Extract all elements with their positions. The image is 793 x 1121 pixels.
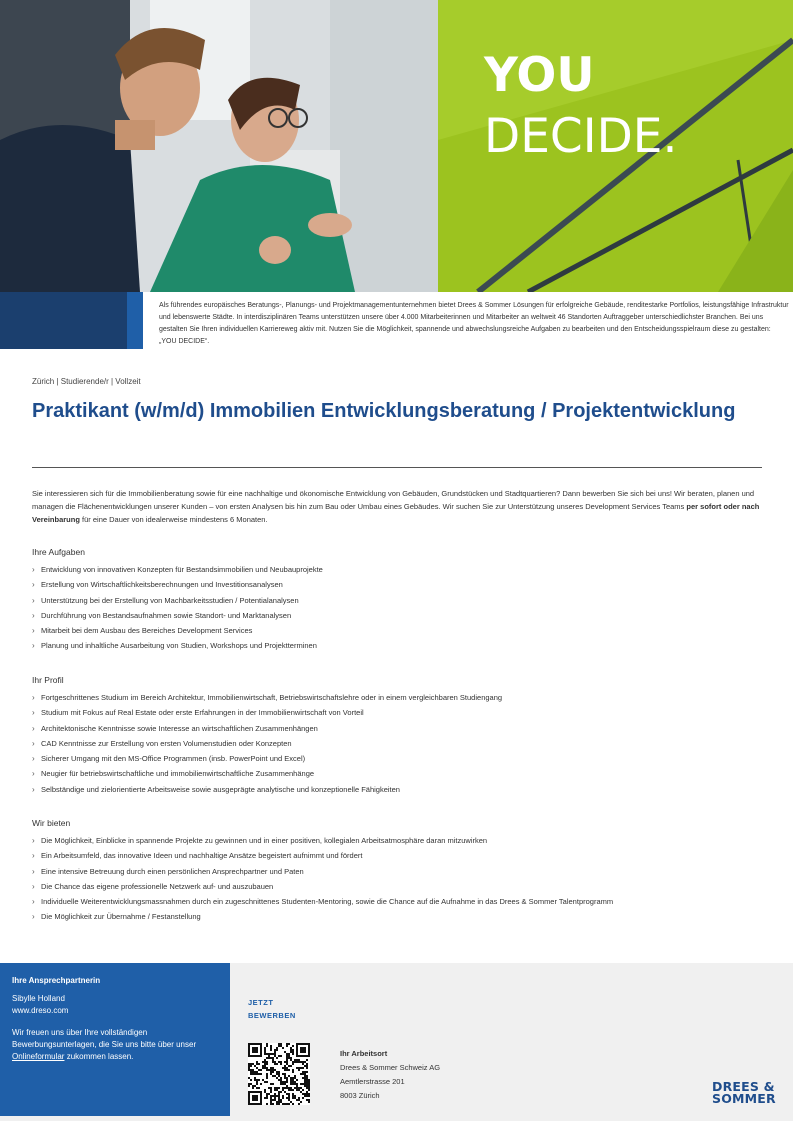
list-item [32, 593, 772, 608]
list-item-text: Die Möglichkeit zur Übernahme / Festanstellung [41, 912, 201, 922]
office-heading: Ihr Arbeitsort [340, 1049, 388, 1058]
list-item [32, 879, 772, 894]
list-item [32, 638, 772, 653]
list-item-text: Durchführung von Bestandsaufnahmen sowie Standort- und Marktanalysen [41, 610, 292, 620]
claim-line-2: DECIDE. [484, 109, 678, 164]
chevron-right-icon: › [32, 708, 35, 718]
list-item [32, 736, 772, 751]
section-heading: Wir bieten [32, 818, 71, 828]
list-item-text: Erstellung von Wirtschaftlichkeitsberechnungen und Investitionsanalysen [41, 580, 283, 590]
offer-list [32, 833, 772, 925]
section-heading: Ihr Profil [32, 675, 64, 685]
hero-photo [0, 0, 440, 292]
section-offer [32, 818, 772, 925]
divider [32, 467, 762, 468]
chevron-right-icon: › [32, 580, 35, 590]
drees-sommer-logo [712, 1081, 788, 1105]
contact-website-link[interactable]: www.dreso.com [12, 1006, 69, 1015]
intro-section [0, 292, 793, 350]
list-item [32, 894, 772, 909]
list-item-text: Entwicklung von innovativen Konzepten für Bestandsimmobilien und Neubauprojekte [41, 565, 323, 574]
qr-code-icon[interactable] [248, 1043, 310, 1105]
hero-banner [0, 0, 793, 292]
list-item-text: Die Chance das eigene professionelle Netzwerk auf- und auszubauen [41, 881, 274, 891]
office-address [340, 1047, 440, 1103]
chevron-right-icon: › [32, 851, 35, 861]
chevron-right-icon: › [32, 693, 35, 702]
office-city: 8003 Zürich [340, 1091, 380, 1100]
profile-list [32, 690, 772, 797]
tasks-list [32, 562, 772, 654]
list-item-text: Fortgeschrittenes Studium im Bereich Architektur, Immobilienwirtschaft, Betriebswirtschaftslehre oder in einem vergleichbaren Studiengang [41, 693, 503, 702]
list-item [32, 751, 772, 766]
chevron-right-icon: › [32, 784, 35, 794]
chevron-right-icon: › [32, 738, 35, 748]
lead-text-2: für eine Dauer von idealerweise mindestens 6 Monaten. [79, 515, 268, 524]
chevron-right-icon: › [32, 897, 35, 907]
logo-line-1: DREES & [712, 1079, 775, 1094]
list-item-text: Planung und inhaltliche Ausarbeitung von Studien, Workshops und Projektterminen [41, 641, 317, 651]
list-item-text: Neugier für betriebswirtschaftliche und immobilienwirtschaftliche Zusammenhänge [41, 769, 315, 779]
chevron-right-icon: › [32, 641, 35, 651]
chevron-right-icon: › [32, 626, 35, 636]
chevron-right-icon: › [32, 769, 35, 779]
list-item [32, 721, 772, 736]
list-item [32, 562, 772, 577]
list-item-text: Studium mit Fokus auf Real Estate oder erste Erfahrungen in der Immobilienwirtschaft von Vorteil [41, 708, 364, 718]
online-form-link[interactable]: Onlineformular [12, 1052, 65, 1061]
list-item-text: Eine intensive Betreuung durch einen persönlichen Ansprechpartner und Paten [41, 866, 304, 876]
list-item-text: Die Möglichkeit, Einblicke in spannende Projekte zu gewinnen und in einer positiven, kollegialen Arbeitsatmosphäre daran mitzuwirken [41, 836, 488, 845]
list-item-text: Mitarbeit bei dem Ausbau des Bereiches Development Services [41, 626, 253, 636]
chevron-right-icon: › [32, 881, 35, 891]
job-meta: Zürich | Studierende/r | Vollzeit [32, 377, 141, 386]
chevron-right-icon: › [32, 866, 35, 876]
chevron-right-icon: › [32, 595, 35, 605]
list-item-text: CAD Kenntnisse zur Erstellung von ersten Volumenstudien oder Konzepten [41, 738, 292, 748]
list-item [32, 577, 772, 592]
list-item [32, 705, 772, 720]
section-profile [32, 675, 772, 797]
list-item-text: Sicherer Umgang mit den MS-Office Programmen (insb. PowerPoint und Excel) [41, 754, 306, 764]
section-heading: Ihre Aufgaben [32, 547, 85, 557]
list-item [32, 833, 772, 848]
office-street: Aemtlerstrasse 201 [340, 1077, 405, 1086]
apply-now-link[interactable] [248, 997, 296, 1022]
lead-bold: per sofort oder nach Vereinbarung [32, 502, 760, 524]
intro-text: Als führendes europäisches Beratungs-, Planungs- und Projektmanagementunternehmen bietet Drees & Sommer Lösungen für erfolgreiche Gebäude, renditestarke Portfolios, leistungsfähige Infrastruktur und lebenswerte Städte. In interdisziplinären Teams unterstützen unsere über 4.000 Mitarbeiterinnen und Mitarbeiter an weltweit 46 Standorten Auftraggeber unterschiedlichster Branchen. Bei uns gestalten Sie Ihren individuellen Karriereweg aktiv mit. Nutzen Sie die Möglichkeit, spannende und abwechslungsreiche Aufgaben zu bearbeiten und den Entscheidungsspielraum diese zu gestalten: „YOU DECIDE“. [159, 302, 789, 345]
office-company: Drees & Sommer Schweiz AG [340, 1063, 441, 1072]
lead-text-1: Sie interessieren sich für die Immobilienberatung sowie für eine nachhaltige und ökonomische Entwicklung von Gebäuden, Grundstücken und Stadtquartieren? Dann bewerben Sie sich bei uns! Wir beraten, planen und managen die Flächenentwicklungen unserer Kunden – von ersten Analysen bis hin zum Bau oder Umbau eines Gebäudes. Wir suchen Sie zur Unterstützung unseres Development Services Teams [32, 489, 755, 511]
list-item [32, 864, 772, 879]
list-item [32, 909, 772, 924]
chevron-right-icon: › [32, 754, 35, 764]
list-item [32, 608, 772, 623]
chevron-right-icon: › [32, 912, 35, 922]
list-item [32, 766, 772, 781]
note-text-1: Wir freuen uns über Ihre vollständigen Bewerbungsunterlagen, die Sie uns bitte über unser [12, 1028, 197, 1049]
list-item-text: Individuelle Weiterentwicklungsmassnahmen durch ein zugeschnittenes Studenten-Mentoring, sowie die Chance auf die Aufnahme in das Drees & Sommer Talentprogramm [41, 897, 614, 907]
job-title: Praktikant (w/m/d) Immobilien Entwicklungsberatung / Projektentwicklung [32, 400, 736, 422]
list-item-text: Selbständige und zielorientierte Arbeitsweise sowie ausgeprägte analytische und konzeptionelle Fähigkeiten [41, 784, 400, 794]
claim-line-1: YOU [484, 48, 595, 103]
apply-line-2: BEWERBEN [248, 1010, 296, 1020]
contact-name: Sibylle Holland [12, 994, 65, 1003]
list-item [32, 782, 772, 797]
note-text-2: zukommen lassen. [64, 1052, 134, 1061]
list-item-text: Ein Arbeitsumfeld, das innovative Ideen und nachhaltige Ansätze begeistert aufnimmt und fördert [41, 851, 363, 861]
logo-line-2: SOMMER [712, 1091, 776, 1106]
application-note [12, 1027, 224, 1063]
chevron-right-icon: › [32, 610, 35, 620]
footer [0, 963, 793, 1121]
list-item [32, 623, 772, 638]
list-item-text: Architektonische Kenntnisse sowie Interesse an wirtschaftlichen Zusammenhängen [41, 723, 318, 733]
list-item [32, 690, 772, 705]
chevron-right-icon: › [32, 723, 35, 733]
job-lead [32, 487, 762, 526]
list-item-text: Unterstützung bei der Erstellung von Machbarkeitsstudien / Potentialanalysen [41, 595, 299, 605]
intro-accent-dark [0, 292, 127, 349]
contact-box [0, 963, 230, 1116]
chevron-right-icon: › [32, 836, 35, 845]
intro-accent-blue [127, 292, 143, 349]
apply-line-1: JETZT [248, 998, 274, 1007]
section-tasks [32, 547, 772, 654]
hero-claim [484, 48, 678, 164]
chevron-right-icon: › [32, 565, 35, 574]
list-item [32, 848, 772, 863]
contact-heading: Ihre Ansprechpartnerin [12, 976, 101, 985]
